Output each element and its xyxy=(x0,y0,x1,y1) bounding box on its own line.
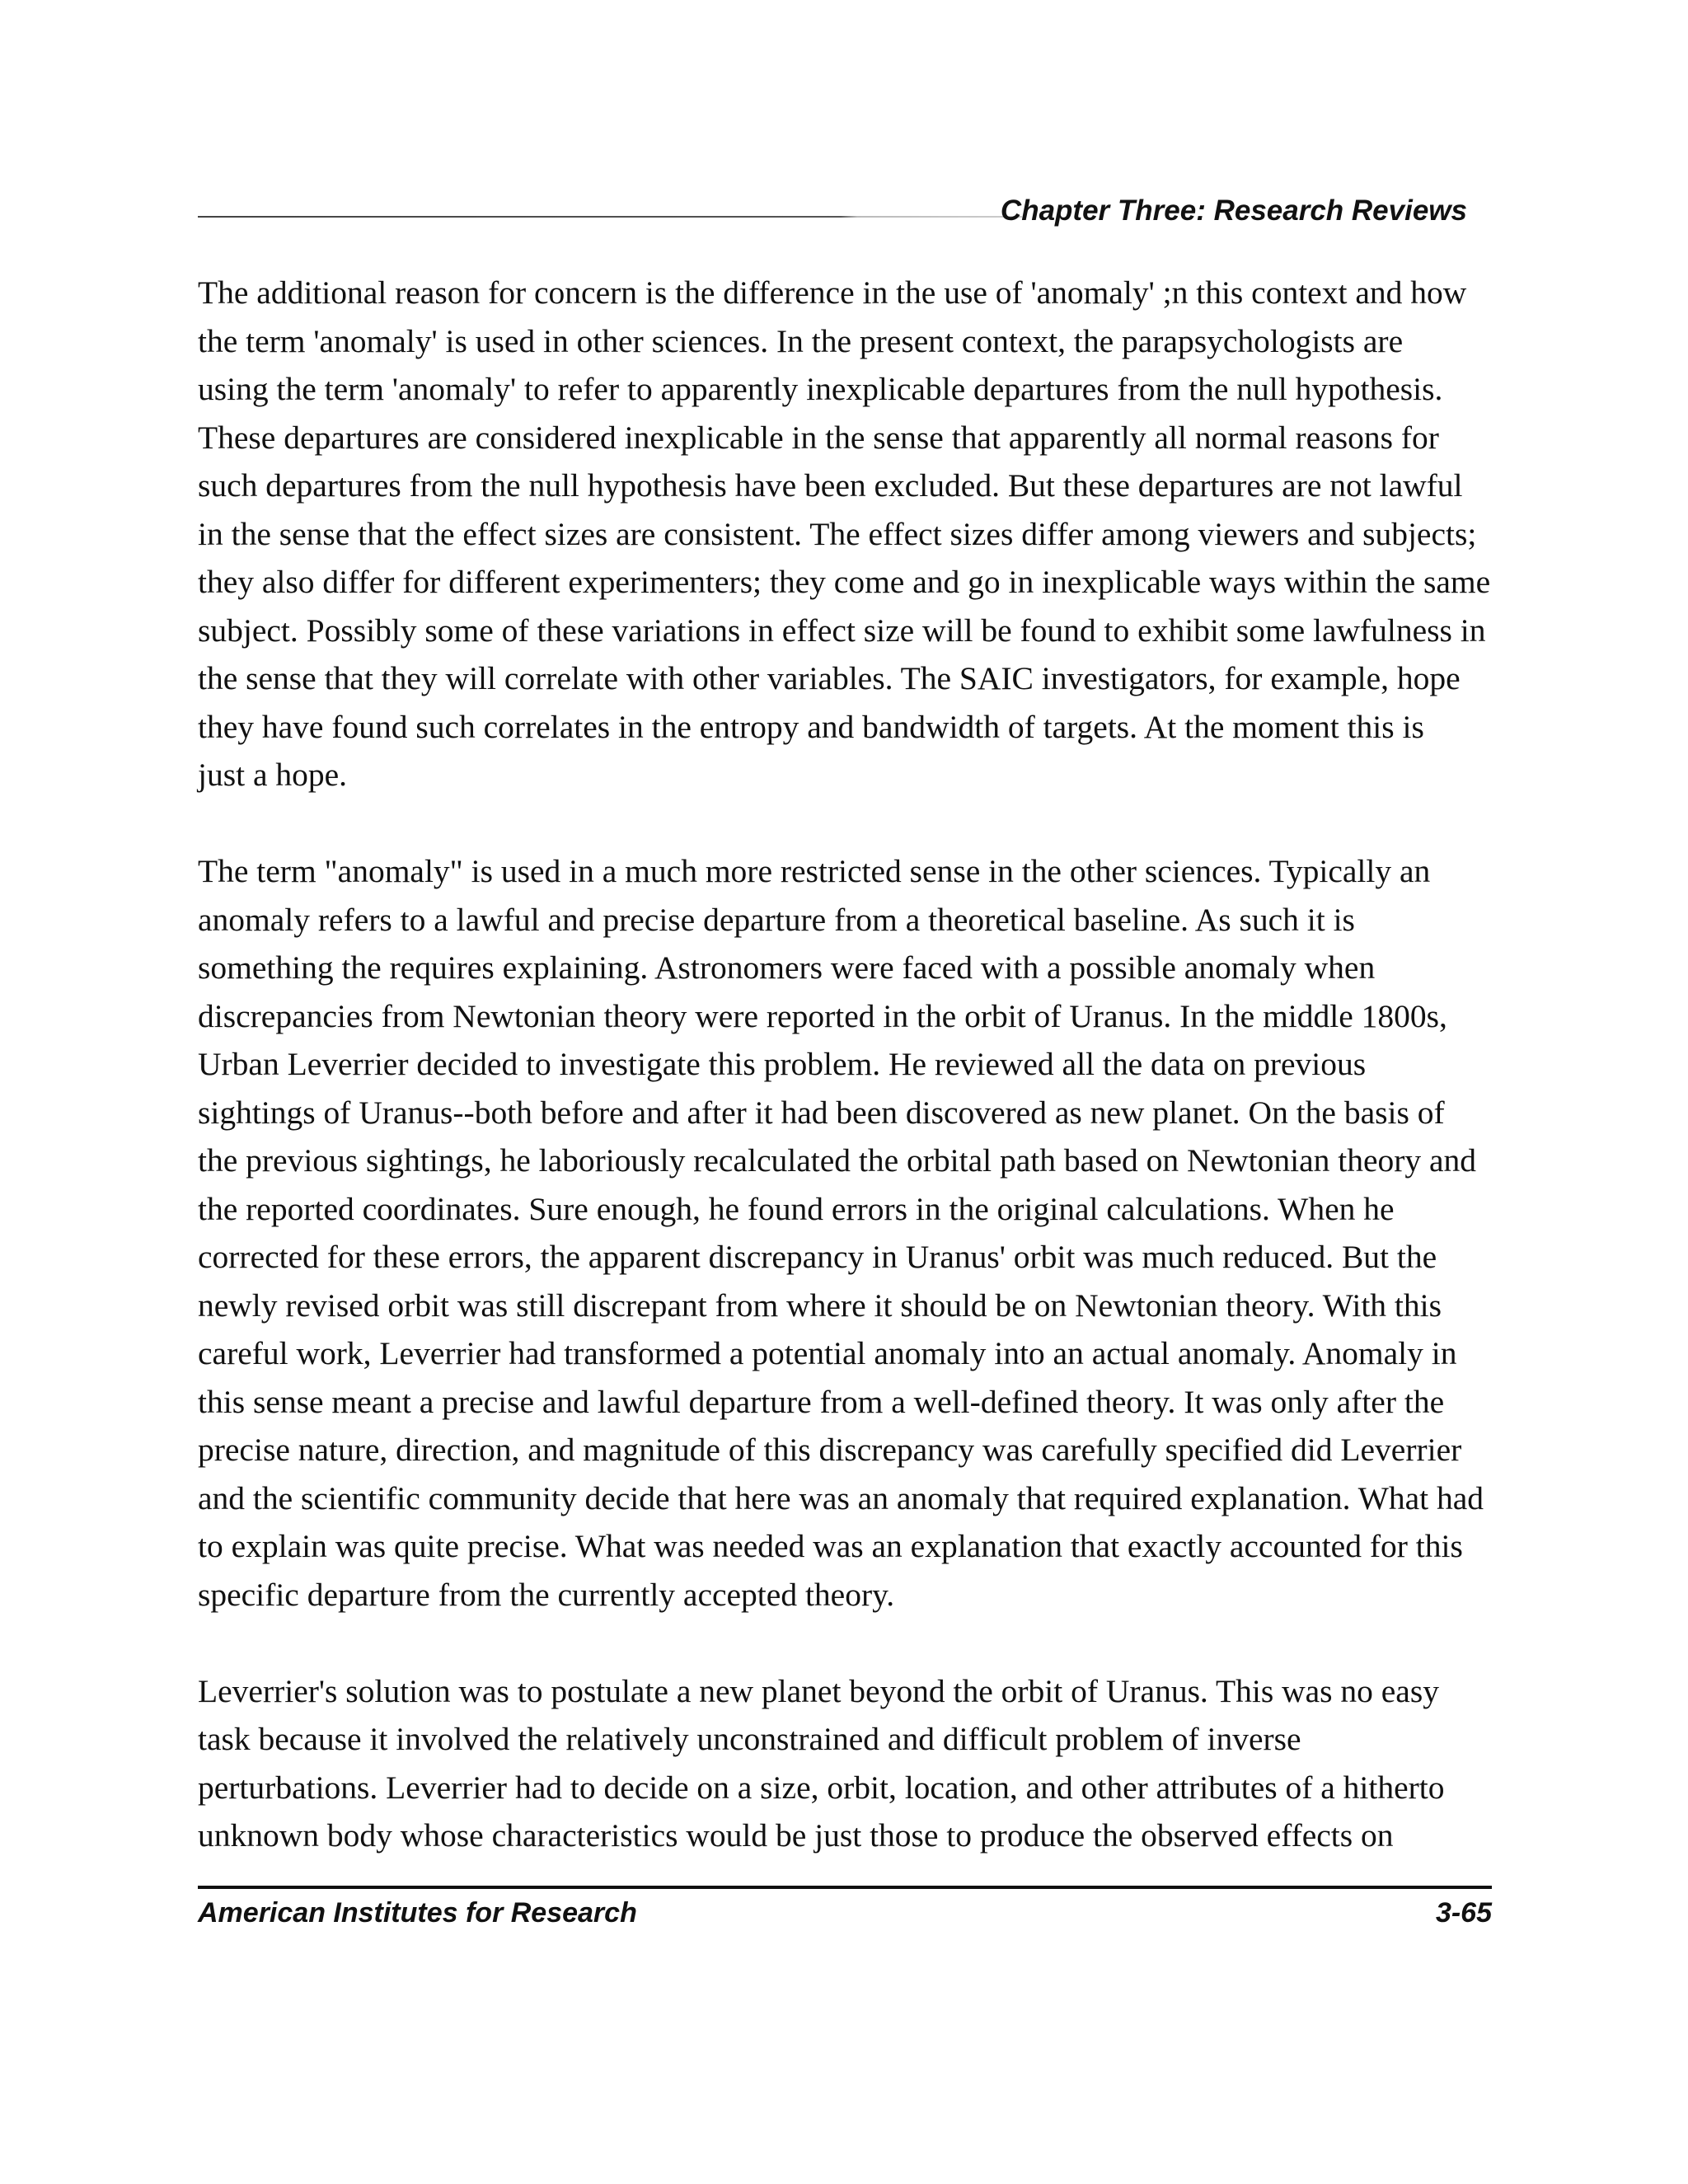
body-text xyxy=(198,269,1492,1908)
paragraph-2: The term "anomaly" is used in a much more restricted sense in the other sciences. Typically an anomaly refers to a lawful and precise departure from a theoretical baseline. As such it is something the requires explaining. Astronomers were faced with a possible anomaly when discrepancies from Newtonian theory were reported in the orbit of Uranus. In the middle 1800s, Urban Leverrier decided to investigate this problem. He reviewed all the data on previous sightings of Uranus--both before and after it had been discovered as new planet. On the basis of the previous sightings, he laboriously recalculated the orbital path based on Newtonian theory and the reported coordinates. Sure enough, he found errors in the original calculations. When he corrected for these errors, the apparent discrepancy in Uranus' orbit was much reduced. But the newly revised orbit was still discrepant from where it should be on Newtonian theory. With this careful work, Leverrier had transformed a potential anomaly into an actual anomaly. Anomaly in this sense meant a precise and lawful departure from a well-defined theory. It was only after the precise nature, direction, and magnitude of this discrepancy was carefully specified did Leverrier and the scientific community decide that here was an anomaly that required explanation. What had to explain was quite precise. What was needed was an explanation that exactly accounted for this specific departure from the currently accepted theory. xyxy=(198,853,1484,1613)
paragraph-3: Leverrier's solution was to postulate a new planet beyond the orbit of Uranus. This was no easy task because it involved the relatively unconstrained and difficult problem of inverse perturbations. Leverrier had to decide on a size, orbit, location, and other attributes of a hitherto unknown body whose characteristics would be just those to produce the observed effects on xyxy=(198,1672,1445,1854)
header-rule xyxy=(198,216,1022,218)
footer-organization: American Institutes for Research xyxy=(198,1897,637,1929)
chapter-title: Chapter Three: Research Reviews xyxy=(1000,194,1467,227)
page-number: 3-65 xyxy=(1435,1897,1492,1929)
footer-rule xyxy=(198,1886,1492,1889)
paragraph-1: The additional reason for concern is the difference in the use of 'anomaly' ;n this context and how the term 'anomaly' is used in other sciences. In the present context, the parapsychologists are using the term 'anomaly' to refer to apparently inexplicable departures from the null hypothesis. These departures are considered inexplicable in the sense that apparently all normal reasons for such departures from the null hypothesis have been excluded. But these departures are not lawful in the sense that the effect sizes are consistent. The effect sizes differ among viewers and subjects; they also differ for different experimenters; they come and go in inexplicable ways within the same subject. Possibly some of these variations in effect size will be found to exhibit some lawfulness in the sense that they will correlate with other variables. The SAIC investigators, for example, hope they have found such correlates in the entropy and bandwidth of targets. At the moment this is just a hope. xyxy=(198,274,1491,793)
